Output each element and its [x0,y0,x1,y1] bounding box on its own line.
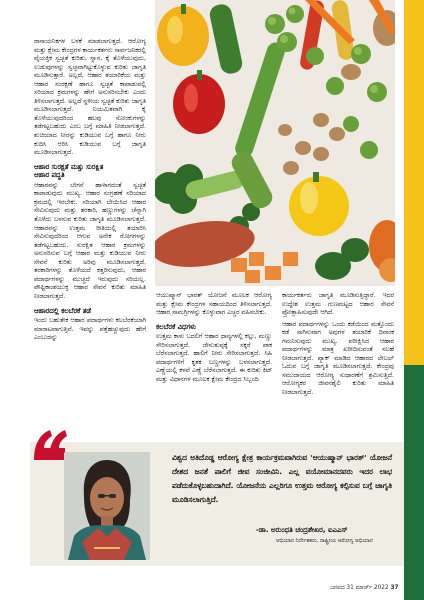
section-heading-adulteration-types: ಕಲಬೆರಕೆ ವಿಧಗಳು [156,322,196,331]
issue-label: ಜನಪದ 31 ಮಾರ್ಚ್ 2022 [330,585,389,591]
section-heading-food-safety [34,163,146,180]
quote-author-role: ಅಭಿಯಾನ ನಿರ್ದೇಶಕರು, ರಾಷ್ಟ್ರೀಯ ಆರೋಗ್ಯ ಅಭಿಯಾನ [276,538,373,544]
quote-author: -ಡಾ. ಅರುಂಧತಿ ಚಂದ್ರಶೇಖರ, ಐಎಎಸ್ [256,526,348,534]
page-number: 37 [390,585,399,591]
author-portrait [64,452,150,560]
body-paragraph: ಇಂದು ಬಹುತೇಕ ಆಹಾರ ಪದಾರ್ಥಗಳು ಕಲಬೆರಕೆಯಾಗಿ ಮಾರಾಟವಾಗುತ್ತಿವೆ. ಇವನ್ನು ಪತ್ತೆಹಚ್ಚುವುದು ಹೇಗೆ ಎಂಬುದನ್ನು [34,317,146,342]
body-paragraph: ಉತ್ತಮ ಕಾಳು ಬದಲಿಗೆ ಆಹಾರ ಧಾನ್ಯಗಳಲ್ಲಿ ಕಲ್ಲು, ಮಣ್ಣು ಸೇರಿಸಲಾಗುತ್ತದೆ. ಜೇನುತುಪ್ಪಕ್ಕೆ ಸಕ್ಕರೆ ಪಾಕ ಬೆರೆಸಲಾಗುತ್ತದೆ. ಹಾಲಿಗೆ ನೀರು ಸೇರಿಸಲಾಗುತ್ತದೆ. ಸಿಹಿ ಪದಾರ್ಥಗಳಿಗೆ ಕೃತಕ ಬಣ್ಣಗಳನ್ನು ಬಳಸಲಾಗುತ್ತದೆ. ಎಣ್ಣೆಯಲ್ಲಿ ಕಳಪೆ ಎಣ್ಣೆ ಬೆರೆಸಲಾಗುತ್ತದೆ. ಈ ಕುರಿತು ಕಿಟ್ ಮತ್ತು ವಿಧಾನಗಳ ಮೂಲಕ ಕ್ಷೇಮ ಕೇಂದ್ರದ ಸಿಬ್ಬಂದಿ [156,333,272,383]
right-text-column [282,292,394,456]
left-text-column [34,38,146,470]
quote-text: ವಿಶ್ವದ ಅತಿದೊಡ್ಡ ಆರೋಗ್ಯ ಕ್ಷೇತ್ರ ಕಾರ್ಯಕ್ರಮವಾಗಿರುವ 'ಆಯುಷ್ಮಾನ್ ಭಾರತ್' ಯೋಜನೆ ದೇಶದ ಜನತೆ ಪಾಲಿಗೆ ಜೀವ ಸಂಜೀವಿನಿ. ಎಲ್ಲ ವಯೋಮಾನದವರು ಇದರ ಲಾಭ ಪಡೆದುಕೊಳ್ಳಬಹುದಾಗಿದೆ. ಯೋಜನೆಯ ಎಲ್ಲರಿಗೂ ಉತ್ತಮ ಆರೋಗ್ಯ ಕಲ್ಪಿಸುವ ಬಗ್ಗೆ ಜಾಗೃತಿ ಮೂಡಿಸಲಾಗುತ್ತಿದೆ. [172,453,392,504]
body-paragraph: ಕಾರ್ಯಕರ್ತರು ಜಾಗೃತಿ ಮೂಡಿಸುತ್ತಿದ್ದಾರೆ. ಇದರ ಉದ್ದೇಶ ಉತ್ತಮ ಗುಣಮಟ್ಟದ ಆಹಾರ ಸೇವನೆ ಪ್ರೋತ್ಸಾಹಿಸುವುದೇ ಆಗಿದೆ. [282,292,394,317]
heading-line: ಆಹಾರ ಪದ್ಧತಿ [34,171,65,180]
body-paragraph: ರಾಸಾಯನಿಕಗಳ ಬಳಕೆ ಮಾಡಲಾಗುತ್ತದೆ. ಆರೋಗ್ಯ ಮತ್ತು ಕ್ಷೇಮ ಕೇಂದ್ರಗಳ ಕಾರ್ಯಕರ್ತರು ಸಾರ್ವಜನಿಕರಲ್ಲಿ ವೈಯಕ್ತಿಕ ಸ್ವಚ್ಛತೆ ಕುರಿತು, ಸ್ನಾನ, ಕೈ ತೊಳೆಯುವುದು, ಉಡುಪುಗಳನ್ನು ಸ್ವಚ್ಛವಾಗಿಟ್ಟುಕೊಳ್ಳುವ ಕುರಿತು ಜಾಗೃತಿ ಮೂಡಿಸುತ್ತಾರೆ. ಅಲ್ಲದೆ, ಆಹಾರ ತಯಾರಿಕೆಯ ಮತ್ತು ಆಹಾರ ಸಂರಕ್ಷಣೆ ಹಾಗೂ ಸ್ವಚ್ಛತೆ ಕಾಪಾಡುವಲ್ಲಿ ಸರಿಯಾದ ಕ್ರಮಗಳನ್ನು ಹೇಗೆ ಅನುಸರಿಸಬೇಕು ಎಂದು ತಿಳಿಸಲಾಗುತ್ತದೆ. ಅಲ್ಲದೆ ಸ್ಥಳೀಯ ಸ್ವಚ್ಛತೆ ಕುರಿತು ಜಾಗೃತಿ ಮೂಡಿಸಲಾಗುತ್ತದೆ. ನಿಯಮಿತವಾಗಿ ಕೈ ತೊಳೆಯುವುದರಿಂದ ಹಲವು ಸೋಂಕುಗಳನ್ನು ತಡೆಗಟ್ಟಬಹುದು ಎಂಬ ಬಗ್ಗೆ ಮಾಹಿತಿ ನೀಡಲಾಗುತ್ತದೆ. ಶುಚಿಯಾದ ನೀರನ್ನು ಕುಡಿಯುವ ಬಗ್ಗೆ ಹಾಗೂ ನೀರು ಕುದಿಸಿ ಆರಿಸಿ ಕುಡಿಯುವ ಬಗ್ಗೆ ಜಾಗೃತಿ ಮೂಡಿಸಲಾಗುತ್ತದೆ. [34,38,146,157]
edge-strip-yellow [404,0,424,365]
edge-strip-green [404,365,424,600]
heading-line: ಆಹಾರ ಸುರಕ್ಷತೆ ಮತ್ತು ಸುರಕ್ಷಿತ [34,162,104,171]
body-paragraph: ಆಯುಷ್ಮಾನ್ ಭಾರತ್ ಯೋಜನೆ ಮೂಲಕ ಆರೋಗ್ಯ ಮತ್ತು ಕ್ಷೇಮ ಕೇಂದ್ರಗಳ ಸಹಾಯದಿಂದ ತಿಳಿಸಲಾಗುತ್ತದೆ. ಆಹಾರ ಸಾಮಗ್ರಿಗಳನ್ನು ಕೊಳ್ಳುವಾಗ ಎಚ್ಚರ ವಹಿಸಬೇಕು. [156,292,272,317]
body-paragraph: ಆಹಾರವನ್ನು ಬೇಗನೆ ಹಾಳಾಗದಂತೆ ಸ್ವಚ್ಛತೆ ಕಾಪಾಡುವುದು ಮುಖ್ಯ. ಆಹಾರ ಸಂಗ್ರಹಣೆ ಸರಿಯಾದ ಕ್ರಮದಲ್ಲಿ ಇರಬೇಕು. ಸರಿಯಾಗಿ ಬೇಯಿಸಿದ ಆಹಾರ ಸೇವಿಸುವುದು ಮತ್ತು ತರಕಾರಿ, ಹಣ್ಣುಗಳನ್ನು ಚೆನ್ನಾಗಿ ತೊಳೆದು ಬಳಸುವ ಕುರಿತು ಜಾಗೃತಿ ಮೂಡಿಸಲಾಗುತ್ತದೆ. ಆಹಾರವನ್ನು ಉತ್ತಮ ರೀತಿಯಲ್ಲಿ ತಯಾರಿಸಿ ಸೇವಿಸುವುದರಿಂದ ಆಗುವ ಅನೇಕ ರೋಗಗಳನ್ನು ತಡೆಗಟ್ಟಬಹುದು. ಸುರಕ್ಷಿತ ಆಹಾರ ಕ್ರಮಗಳನ್ನು ಅನುಸರಿಸುವ ಬಗ್ಗೆ ಆಹಾರ ಮತ್ತು ಕುಡಿಯುವ ನೀರು ಸೇವನೆ ಕುರಿತು ಅರಿವು ಮೂಡಿಸಲಾಗುತ್ತದೆ. ತರಕಾರಿಗಳನ್ನು ತೊಳೆಯದೆ ಕತ್ತರಿಸುವುದು, ಆಹಾರ ಪದಾರ್ಥಗಳನ್ನು ಮುಚ್ಚದೆ ಇರುವುದು ಸರಿಯಲ್ಲ. ಪೌಷ್ಟಿಕಾಂಶಯುಕ್ತ ಆಹಾರ ಸೇವನೆ ಕುರಿತು ಮಾಹಿತಿ ನೀಡಲಾಗುತ್ತದೆ. [34,181,146,300]
vegetables-photo [155,0,395,286]
body-paragraph: ಆಹಾರ ಪದಾರ್ಥಗಳನ್ನು ಒಂದು ಕಡೆಯಿಂದ ಮತ್ತೊಂದು ಕಡೆ ಸಾಗಿಸುವಾಗ ಅವುಗಳ ತಯಾರಿಕೆ ದಿನಾಂಕ ಗಮನಿಸುವುದು ಮುಖ್ಯ. ಪರೀಕ್ಷಿಸಿದ ಆಹಾರ ಪದಾರ್ಥಗಳನ್ನು ಮಾತ್ರ ಖರೀದಿಸುವಂತೆ ಸಲಹೆ ನೀಡಲಾಗುತ್ತದೆ. ಪ್ಯಾಕ್ ಮಾಡಿದ ಆಹಾರದ ಲೇಬಲ್ ಓದುವ ಬಗ್ಗೆ ಜಾಗೃತಿ ಮೂಡಿಸಲಾಗುತ್ತದೆ. ಕೇಂದ್ರವು ಸಮುದಾಯದ ಆರೋಗ್ಯ ಸುಧಾರಣೆಗೆ ಶ್ರಮಿಸುತ್ತಿದೆ. ಆರೋಗ್ಯಕರ ಜೀವನಶೈಲಿ ಕುರಿತು ಮಾಹಿತಿ ನೀಡಲಾಗುತ್ತದೆ. [282,320,394,397]
middle-text-column [156,292,272,456]
section-heading-adulteration: ಆಹಾರದಲ್ಲಿ ಕಲಬೆರಕೆ ತಡೆ [34,306,91,315]
page-footer [330,584,399,592]
